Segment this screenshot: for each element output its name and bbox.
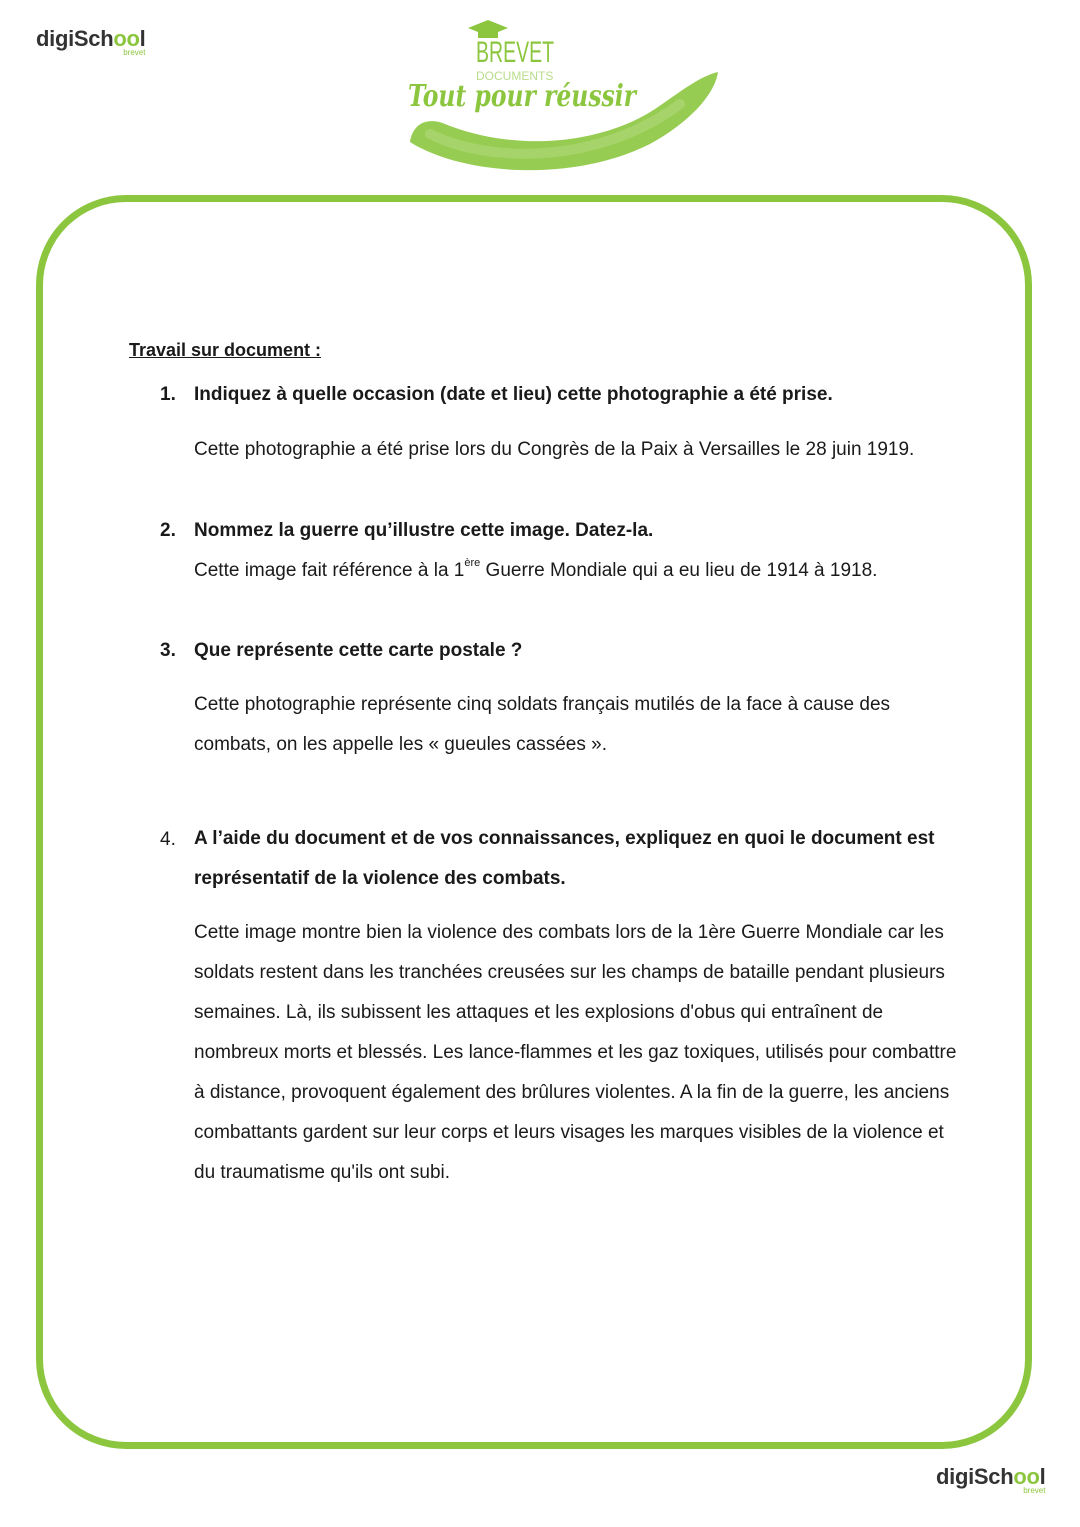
logo-wordmark: digiSchool [936,1464,1046,1489]
banner-tagline: Tout pour réussir [408,79,638,114]
question-2-number: 2. [160,520,176,541]
question-4: A l’aide du document et de vos connaissances, expliquez en quoi le document est représentatif de la violence des combats. [194,828,935,889]
answer-4: Cette image montre bien la violence des combats lors de la 1ère Guerre Mondiale car les soldats restent dans les tranchées creusées sur les champs de bataille pendant plusieurs semaines. Là, ils subissent les attaques et les explosions d'obus qui entraînent de nombreux morts et blessés. Les lance-flammes et les gaz toxiques, utilisés pour combattre à distance, provoquent également des brûlures violentes. A la fin de la guerre, les anciens combattants gardent sur leur corps et leurs visages les marques visibles de la violence et du traumatisme qu'ils ont subi. [194,922,957,1183]
logo-subtitle: brevet [1023,1486,1046,1495]
ordinal-superscript: ère [464,556,481,569]
answer-3: Cette photographie représente cinq soldats français mutilés de la face à cause des combats, on les appelle les « gueules cassées ». [194,694,891,755]
question-1-number: 1. [160,384,176,405]
digischool-logo-top [36,28,145,57]
question-3: Que représente cette carte postale ? [194,640,523,661]
answer-2: Cette image fait référence à la 1ère Guerre Mondiale qui a eu lieu de 1914 à 1918. [194,556,878,581]
banner-documents: DOCUMENTS [476,69,554,83]
answer-1: Cette photographie a été prise lors du Congrès de la Paix à Versailles le 28 juin 1919. [194,439,915,460]
logo-wordmark: digiSchool [36,26,146,51]
question-2: Nommez la guerre qu’illustre cette image. Datez-la. [194,520,654,541]
brevet-banner [400,14,730,189]
logo-subtitle: brevet [123,48,146,57]
question-3-number: 3. [160,640,176,661]
banner-title: BREVET [476,36,554,69]
section-title: Travail sur document : [129,340,322,360]
question-1: Indiquez à quelle occasion (date et lieu) cette photographie a été prise. [194,384,833,405]
digischool-logo-bottom [936,1466,1045,1495]
question-4-number: 4. [160,829,176,850]
